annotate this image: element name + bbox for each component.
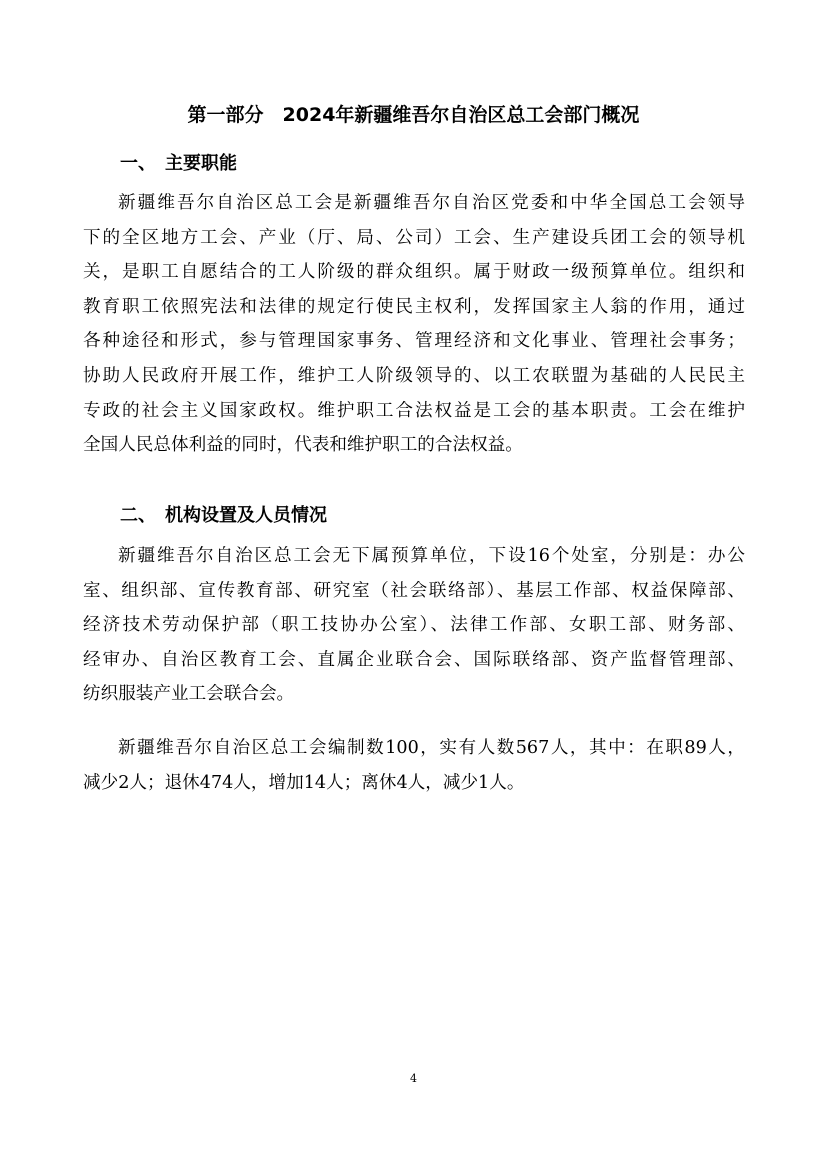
paragraph-line: 下的全区地方工会、产业（厅、局、公司）工会、生产建设兵团工会的领导机 — [83, 227, 745, 248]
paragraph-line: 教育职工依照宪法和法律的规定行使民主权利，发挥国家主人翁的作用，通过 — [83, 296, 745, 317]
page-title: 第一部分 2024年新疆维吾尔自治区总工会部门概况 — [187, 104, 640, 126]
paragraph-line: 纺织服装产业工会联合会。 — [83, 684, 295, 705]
paragraph-line: 新疆维吾尔自治区总工会无下属预算单位，下设16个处室，分别是：办公 — [118, 546, 745, 566]
paragraph-line: 协助人民政府开展工作，维护工人阶级领导的、以工农联盟为基础的人民民主 — [83, 365, 745, 386]
paragraph-line: 室、组织部、宣传教育部、研究室（社会联络部）、基层工作部、权益保障部、 — [83, 580, 745, 601]
main-functions-paragraph — [83, 186, 745, 463]
paragraph-line: 各种途径和形式，参与管理国家事务、管理经济和文化事业、管理社会事务； — [83, 331, 745, 352]
paragraph-line: 新疆维吾尔自治区总工会是新疆维吾尔自治区党委和中华全国总工会领导 — [118, 193, 745, 213]
paragraph-line: 全国人民总体利益的同时，代表和维护职工的合法权益。 — [83, 435, 523, 456]
staffing-paragraph — [83, 731, 745, 800]
paragraph-line: 减少2人；退休474人，增加14人；离休4人，减少1人。 — [83, 772, 525, 793]
paragraph-line: 经济技术劳动保护部（职工技协办公室）、法律工作部、女职工部、财务部、 — [83, 615, 745, 636]
page-number: 4 — [410, 1072, 417, 1085]
section-heading-organization-staffing: 二、 机构设置及人员情况 — [120, 505, 327, 526]
paragraph-line: 新疆维吾尔自治区总工会编制数100，实有人数567人，其中：在职89人， — [118, 738, 745, 758]
paragraph-line: 专政的社会主义国家政权。维护职工合法权益是工会的基本职责。工会在维护 — [83, 400, 745, 421]
organization-paragraph — [83, 539, 745, 712]
section-heading-main-functions: 一、 主要职能 — [120, 153, 237, 174]
paragraph-line: 经审办、自治区教育工会、直属企业联合会、国际联络部、资产监督管理部、 — [83, 649, 745, 670]
paragraph-line: 关，是职工自愿结合的工人阶级的群众组织。属于财政一级预算单位。组织和 — [83, 262, 745, 283]
